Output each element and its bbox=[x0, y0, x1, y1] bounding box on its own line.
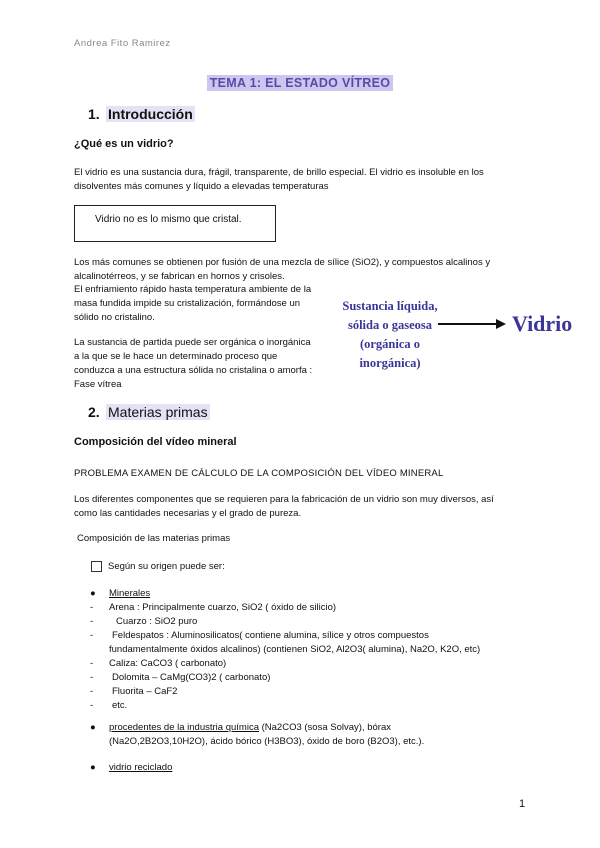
bullet-icon: ● bbox=[90, 762, 96, 773]
problem-line: PROBLEMA EXAMEN DE CÁLCULO DE LA COMPOSICIÓN DEL VÍDEO MINERAL bbox=[74, 468, 444, 479]
mineral-item: Fluorita – CaF2 bbox=[112, 686, 178, 697]
mineral-item: Dolomita – CaMg(CO3)2 ( carbonato) bbox=[112, 672, 271, 683]
dash-icon: - bbox=[90, 672, 94, 683]
dash-icon: - bbox=[90, 630, 94, 641]
composition-paragraph: Los más comunes se obtienen por fusión de una mezcla de sílice (SiO2), y compuestos alcalinos y alcalinotérreos, y se fabrican en hornos y crisoles. bbox=[74, 257, 491, 282]
dash-icon: - bbox=[90, 616, 94, 627]
document-title: TEMA 1: EL ESTADO VÍTREO bbox=[0, 74, 600, 92]
diagram-source-label: Sustancia líquida, sólida o gaseosa (orgánica o inorgánica) bbox=[342, 299, 438, 370]
page-number: 1 bbox=[519, 798, 526, 810]
mineral-item: Cuarzo : SiO2 puro bbox=[116, 616, 198, 627]
note-box: Vidrio no es lo mismo que cristal. bbox=[74, 205, 276, 242]
subheading-composition: Composición del vídeo mineral bbox=[74, 436, 237, 448]
dash-icon: - bbox=[90, 686, 94, 697]
mineral-item-continuation: fundamentalmente óxidos alcalinos) (contienen SiO2, Al2O3( alumina), Na2O, K2O, etc) bbox=[109, 644, 481, 655]
bullet-icon: ● bbox=[90, 722, 96, 733]
bullet-reciclado: ● vidrio reciclado bbox=[90, 762, 173, 773]
section-2-heading: 2. Materias primas bbox=[88, 404, 208, 420]
intro-paragraph: El vidrio es una sustancia dura, frágil, transparente, de brillo especial. El vidrio es insoluble en los disolventes más comunes y líquido a elevadas temperaturas bbox=[74, 167, 484, 192]
dash-icon: - bbox=[90, 658, 94, 669]
substance-paragraph: La sustancia de partida puede ser orgánica o inorgánica a la que se le hace un determinado proceso que conduzca a una estructura sólida no cristalina o amorfa : Fase vítrea bbox=[74, 337, 313, 390]
mineral-item: Arena : Principalmente cuarzo, SiO2 ( óxido de silicio) bbox=[109, 602, 337, 613]
diagram-result-label: Vidrio bbox=[512, 311, 573, 336]
dash-icon: - bbox=[90, 700, 94, 711]
section-1-heading: 1. Introducción bbox=[88, 106, 193, 122]
industria-continuation: (Na2O,2B2O3,10H2O), ácido bórico (H3BO3), óxido de boro (B2O3), etc.). bbox=[109, 736, 425, 747]
bullet-minerales: ● Minerales bbox=[90, 588, 151, 599]
bullet-icon: ● bbox=[90, 588, 96, 599]
cooling-paragraph: El enfriamiento rápido hasta temperatura ambiente de la masa fundida impide su cristalización, formándose un sólido no cristalino. bbox=[74, 284, 312, 323]
checkbox-icon[interactable] bbox=[91, 561, 102, 572]
vitrification-diagram bbox=[336, 297, 573, 370]
bullet-industria: ● procedentes de la industria química (Na2CO3 (sosa Solvay), bórax bbox=[90, 722, 391, 733]
mineral-item: Caliza: CaCO3 ( carbonato) bbox=[109, 658, 227, 669]
arrow-icon bbox=[436, 317, 508, 331]
mineral-item: etc. bbox=[112, 700, 128, 711]
question-heading: ¿Qué es un vidrio? bbox=[74, 138, 174, 150]
origin-checkbox-item: Según su origen puede ser: bbox=[91, 560, 225, 574]
author-header: Andrea Fito Ramirez bbox=[74, 38, 171, 49]
components-paragraph: Los diferentes componentes que se requieren para la fabricación de un vidrio son muy diversos, así como las cantidades necesarias y el grado de pureza. bbox=[74, 494, 494, 519]
mineral-item: Feldespatos : Aluminosilicatos( contiene alumina, sílice y otros compuestos bbox=[112, 630, 429, 641]
raw-materials-label: Composición de las materias primas bbox=[77, 533, 231, 544]
dash-icon: - bbox=[90, 602, 94, 613]
